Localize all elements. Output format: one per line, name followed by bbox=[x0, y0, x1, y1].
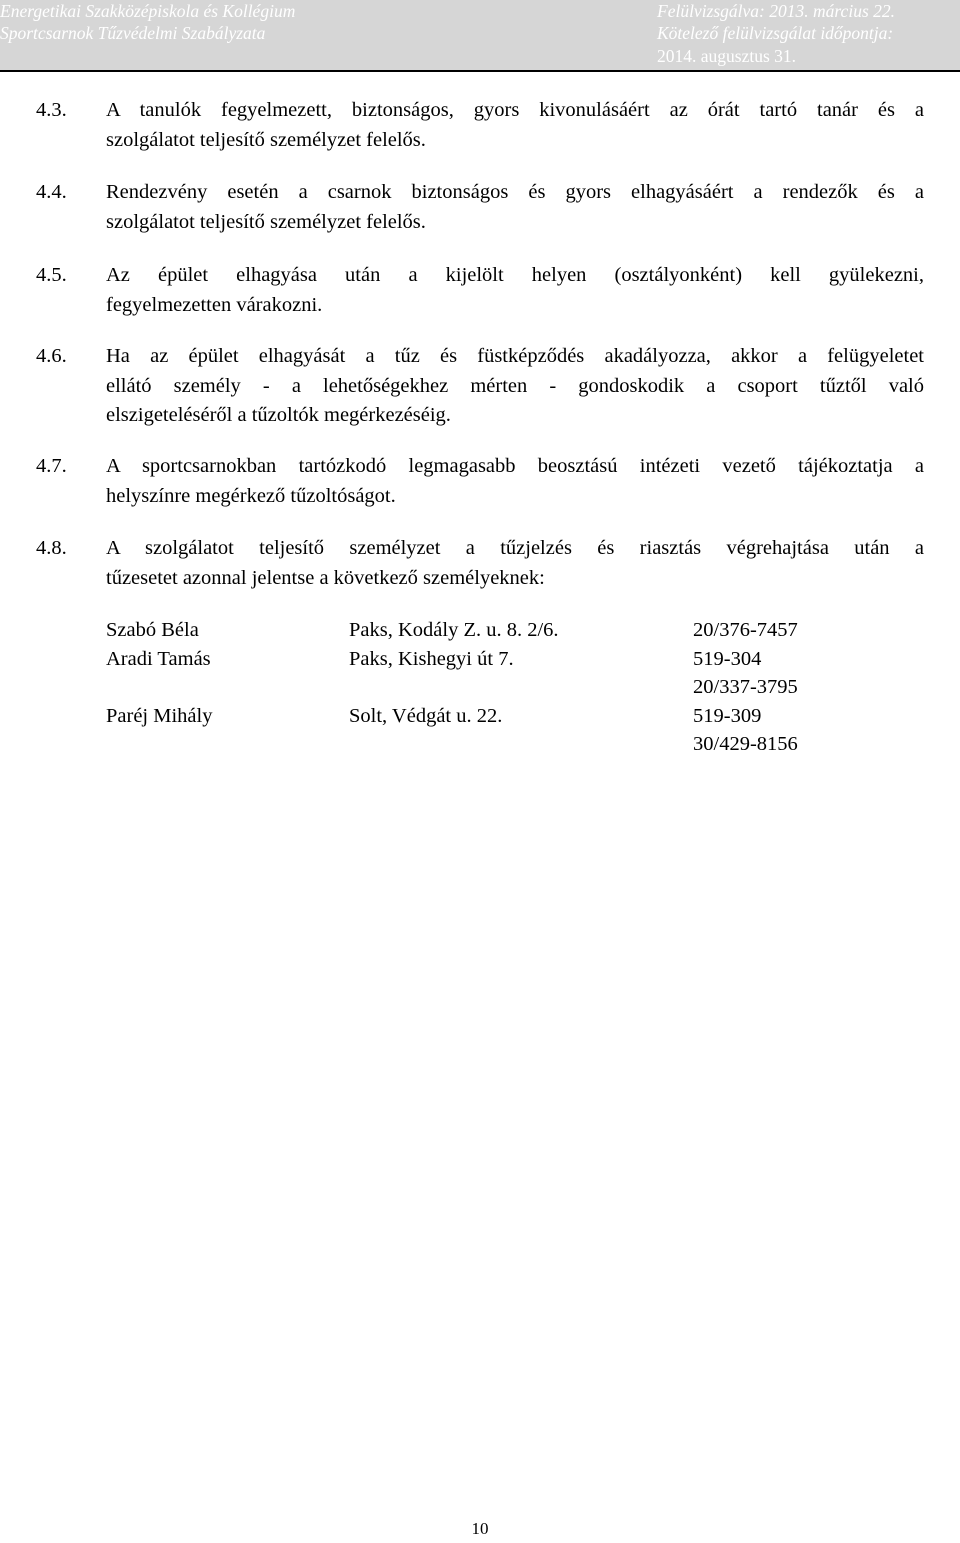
contact-address: Paks, Kodály Z. u. 8. 2/6. bbox=[349, 619, 559, 641]
header-gap-band bbox=[600, 0, 660, 70]
section-number: 4.3. bbox=[36, 99, 67, 121]
contact-row bbox=[106, 702, 846, 731]
contact-phone: 519-304 bbox=[693, 647, 762, 670]
page-header bbox=[0, 0, 960, 72]
header-document-title: Sportcsarnok Tűzvédelmi Szabályzata bbox=[0, 23, 266, 43]
header-next-review-date: 2014. augusztus 31. bbox=[657, 46, 797, 66]
section-text bbox=[106, 534, 924, 593]
text-line: Ha az épület elhagyását a tűz és füstképződés akadályozza, akkor a felügyeletet bbox=[106, 345, 924, 367]
contact-address: Solt, Védgát u. 22. bbox=[349, 704, 503, 727]
contact-row bbox=[106, 673, 846, 702]
contact-address: Paks, Kishegyi út 7. bbox=[349, 647, 514, 670]
text-line: Rendezvény esetén a csarnok biztonságos és gyors elhagyásáért a rendezők és a bbox=[106, 181, 924, 203]
header-rule bbox=[0, 70, 960, 72]
contact-phone: 30/429-8156 bbox=[693, 733, 798, 755]
contact-list bbox=[106, 616, 846, 759]
contact-phone: 20/337-3795 bbox=[693, 676, 798, 698]
text-line: Az épület elhagyása után a kijelölt helyen (osztályonként) kell gyülekezni, bbox=[106, 264, 924, 286]
section-4-5 bbox=[36, 261, 924, 320]
contact-phone: 519-309 bbox=[693, 704, 762, 727]
contact-name: Szabó Béla bbox=[106, 619, 199, 641]
contact-name: Paréj Mihály bbox=[106, 704, 213, 727]
section-4-4 bbox=[36, 178, 924, 237]
section-text bbox=[106, 261, 924, 320]
section-4-6 bbox=[36, 342, 924, 431]
section-4-8 bbox=[36, 534, 924, 593]
header-school-name: Energetikai Szakközépiskola és Kollégium bbox=[0, 1, 296, 21]
text-line: szolgálatot teljesítő személyzet felelős. bbox=[106, 128, 426, 151]
section-number: 4.7. bbox=[36, 455, 67, 477]
text-line: helyszínre megérkező tűzoltóságot. bbox=[106, 484, 396, 507]
text-line: A tanulók fegyelmezett, biztonságos, gyors kivonulásáért az órát tartó tanár és a bbox=[106, 99, 924, 121]
section-number: 4.6. bbox=[36, 345, 67, 367]
header-next-review-label: Kötelező felülvizsgálat időpontja: bbox=[657, 23, 894, 43]
text-line: A sportcsarnokban tartózkodó legmagasabb beosztású intézeti vezető tájékoztatja a bbox=[106, 455, 924, 477]
section-4-7 bbox=[36, 452, 924, 511]
text-line: ellátó személy - a lehetőségekhez mérten - gondoskodik a csoport tűztől való bbox=[106, 374, 924, 397]
text-line: A szolgálatot teljesítő személyzet a tűzjelzés és riasztás végrehajtása után a bbox=[106, 537, 924, 559]
section-number: 4.4. bbox=[36, 181, 67, 203]
section-text bbox=[106, 342, 924, 431]
page-number: 10 bbox=[471, 1519, 489, 1538]
header-review-date: Felülvizsgálva: 2013. március 22. bbox=[657, 1, 896, 21]
section-text bbox=[106, 452, 924, 511]
section-number: 4.5. bbox=[36, 264, 67, 286]
contact-row bbox=[106, 730, 846, 759]
contact-name: Aradi Tamás bbox=[106, 647, 211, 670]
contact-row bbox=[106, 616, 846, 645]
text-line: fegyelmezetten várakozni. bbox=[106, 293, 323, 316]
contact-row bbox=[106, 645, 846, 674]
section-text bbox=[106, 96, 924, 155]
text-line: tűzesetet azonnal jelentse a következő személyeknek: bbox=[106, 566, 545, 589]
text-line: elszigeteléséről a tűzoltók megérkezéséig. bbox=[106, 404, 451, 426]
contact-phone: 20/376-7457 bbox=[693, 619, 798, 641]
text-line: szolgálatot teljesítő személyzet felelős. bbox=[106, 210, 426, 233]
section-4-3 bbox=[36, 96, 924, 155]
section-number: 4.8. bbox=[36, 537, 67, 559]
section-text bbox=[106, 178, 924, 237]
